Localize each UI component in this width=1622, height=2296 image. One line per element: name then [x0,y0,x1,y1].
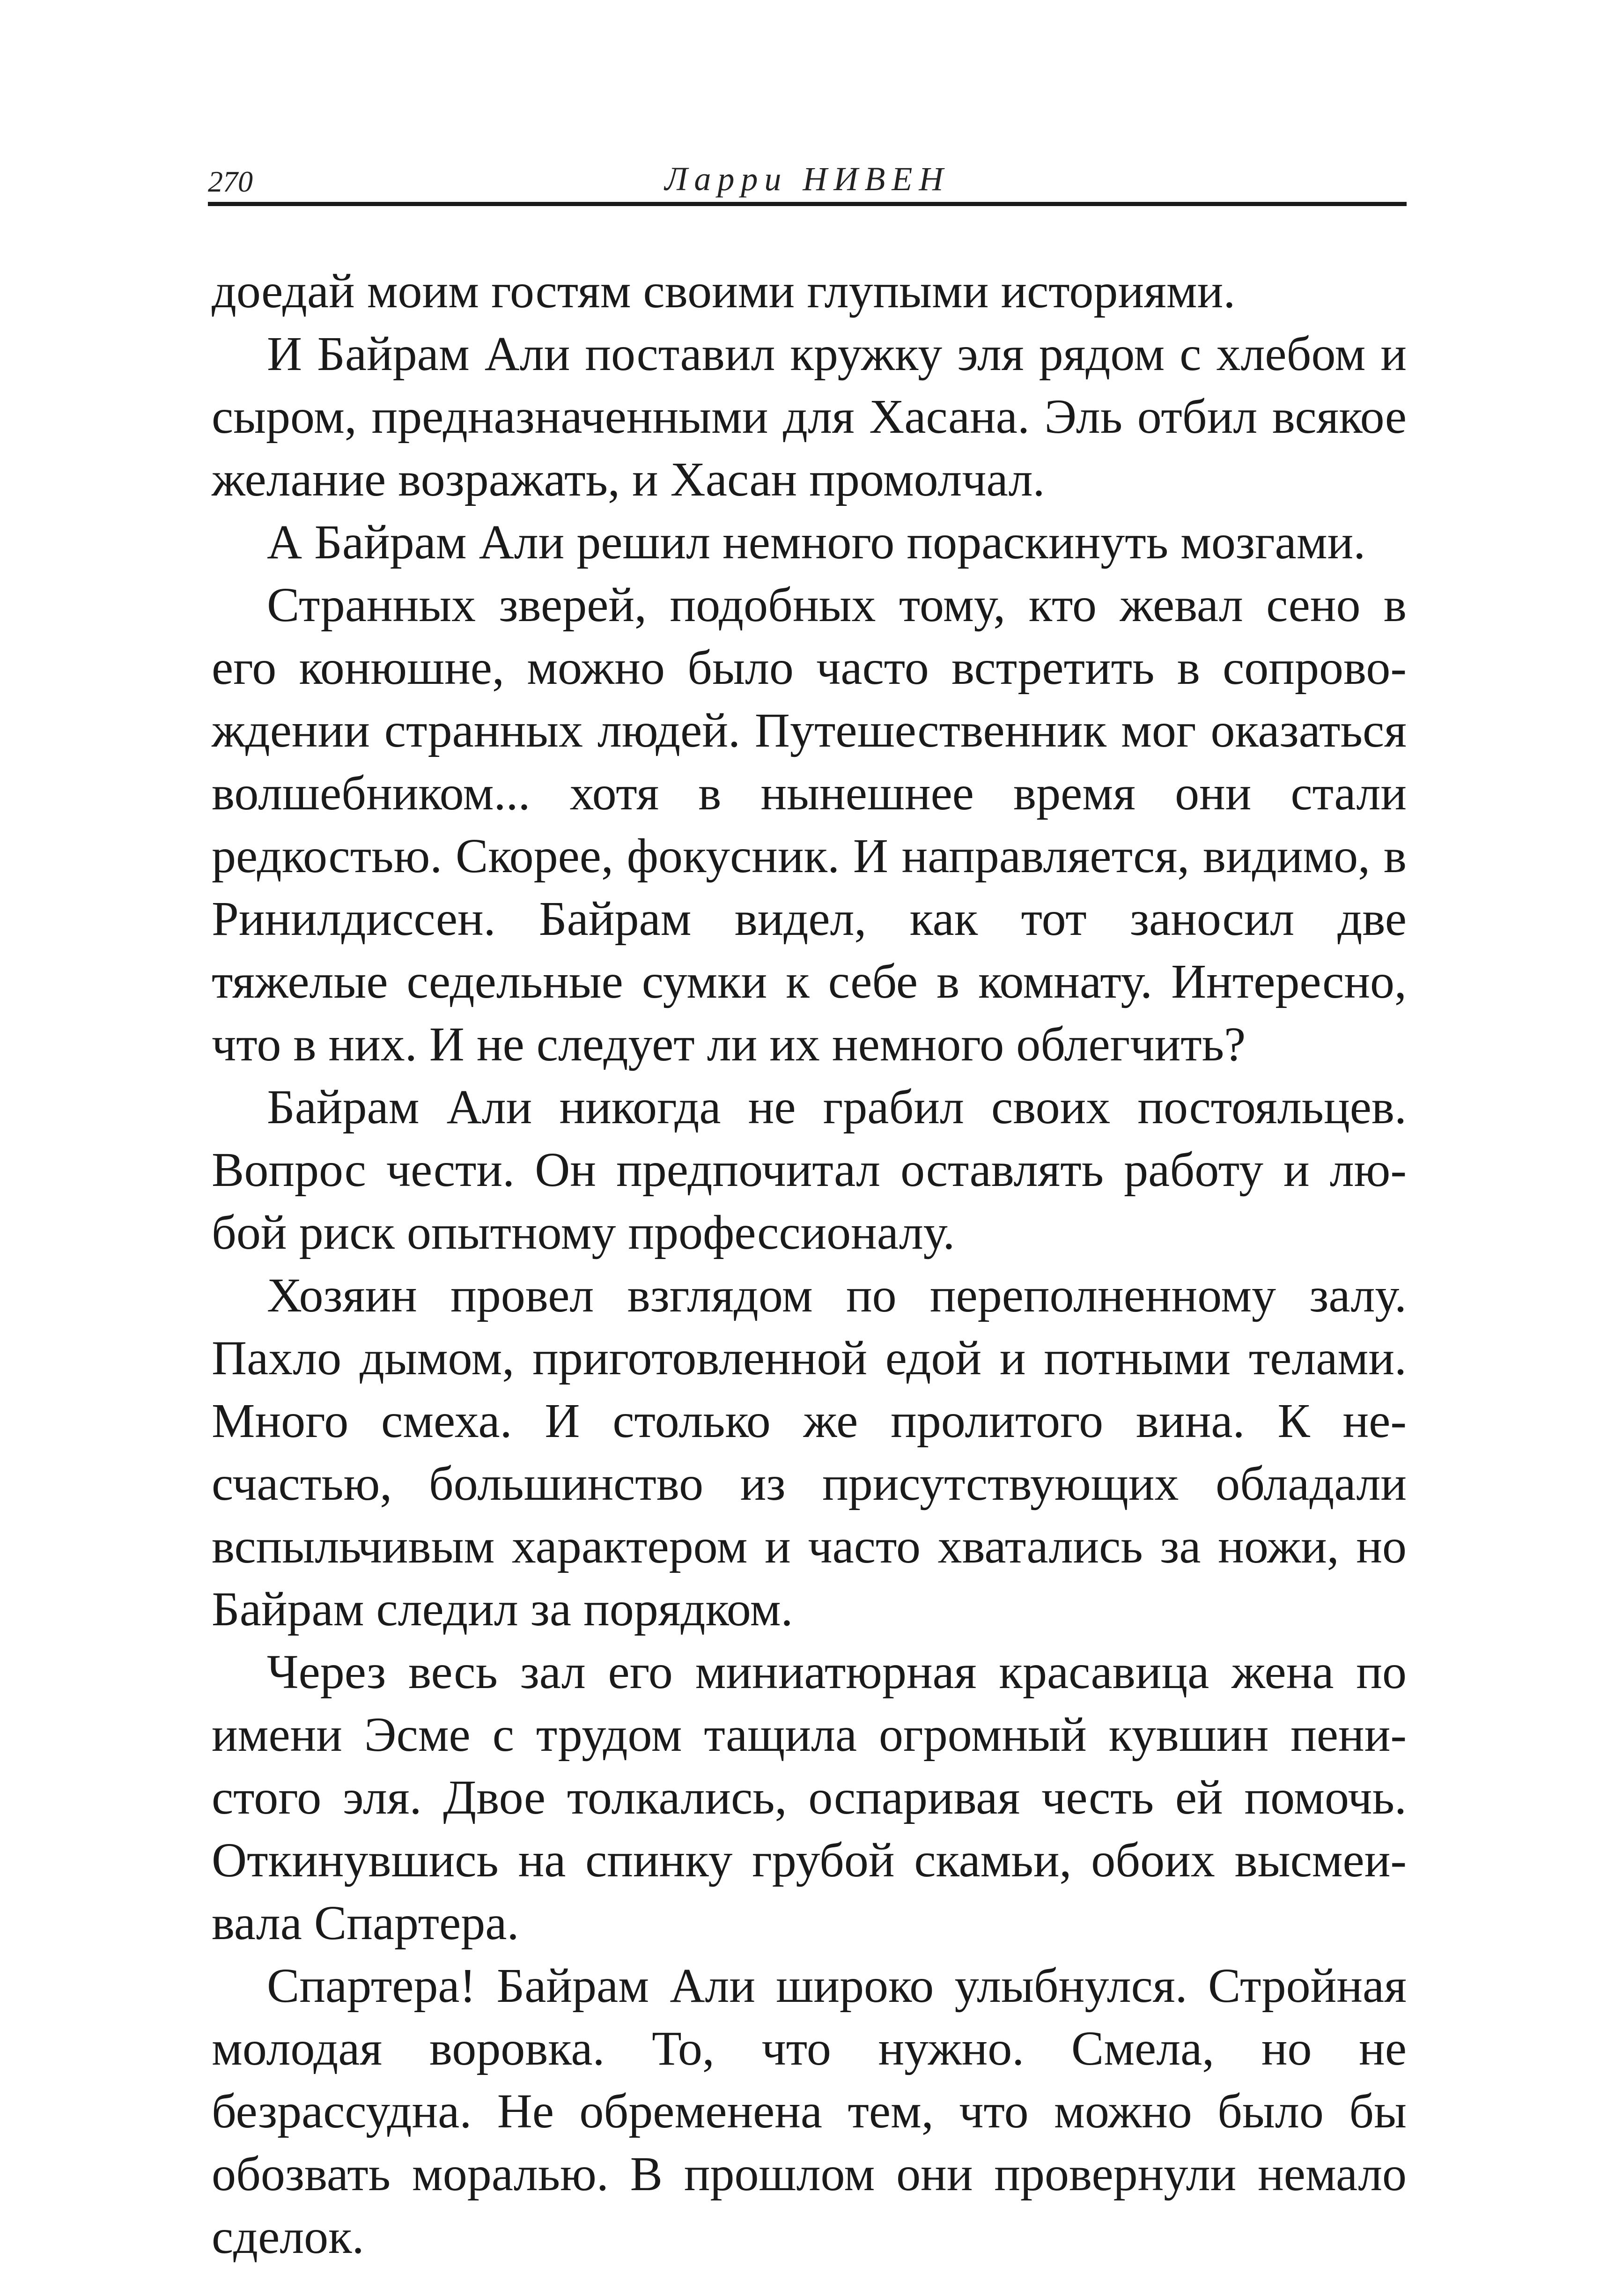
body-text [212,260,1407,2268]
paragraph: Странных зверей, подобных тому, кто жевал сено в его конюшне, можно было часто встретить в сопровождении странных людей. Путешественник мог оказаться волшебником... хотя в нынешнее время они стали редкостью. Скорее, фокусник. И направляется, видимо, в Ринилдиссен. Байрам видел, как тот заносил две тяжелые седельные сумки к себе в комнату. Интересно, что в них. И не следует ли их немного облегчить? [212,578,1407,1071]
page-header [208,155,1407,206]
paragraph: Через весь зал его миниатюрная красавица жена по имени Эсме с трудом тащила огромный кувшин пенистого эля. Двое толкались, оспаривая честь ей помочь. Откинувшись на спинку грубой скамьи, обоих высмеивала Спартера. [212,1645,1407,1950]
paragraph: Байрам Али никогда не грабил своих постояльцев. Вопрос чести. Он предпочитал оставлять работу и любой риск опытному профессионалу. [212,1080,1407,1259]
paragraph: И Байрам Али поставил кружку эля рядом с хлебом и сыром, предназначенными для Хасана. Эль отбил всякое желание возражать, и Хасан промолчал. [212,327,1407,506]
header-rule [208,202,1407,206]
paragraph: Спартера! Байрам Али широко улыбнулся. Стройная молодая воровка. То, что нужно. Смела, но не безрассудна. Не обременена тем, что можно было бы обозвать моралью. В прошлом они провернули немало сделок. [212,1959,1407,2264]
paragraph-continued: доедай моим гостям своими глупыми историями. [212,264,1236,318]
paragraph: А Байрам Али решил немного пораскинуть мозгами. [267,515,1366,569]
paragraph: Хозяин провел взглядом по переполненному залу. Пахло дымом, приготовленной едой и потными телами. Много смеха. И столько же пролитого вина. К несчастью, большинство из присутствующих обладали вспыльчивым характером и часто хватались за ножи, но Байрам следил за порядком. [212,1268,1407,1636]
page-number: 270 [208,165,253,198]
running-head: Ларри НИВЕН [664,160,950,198]
